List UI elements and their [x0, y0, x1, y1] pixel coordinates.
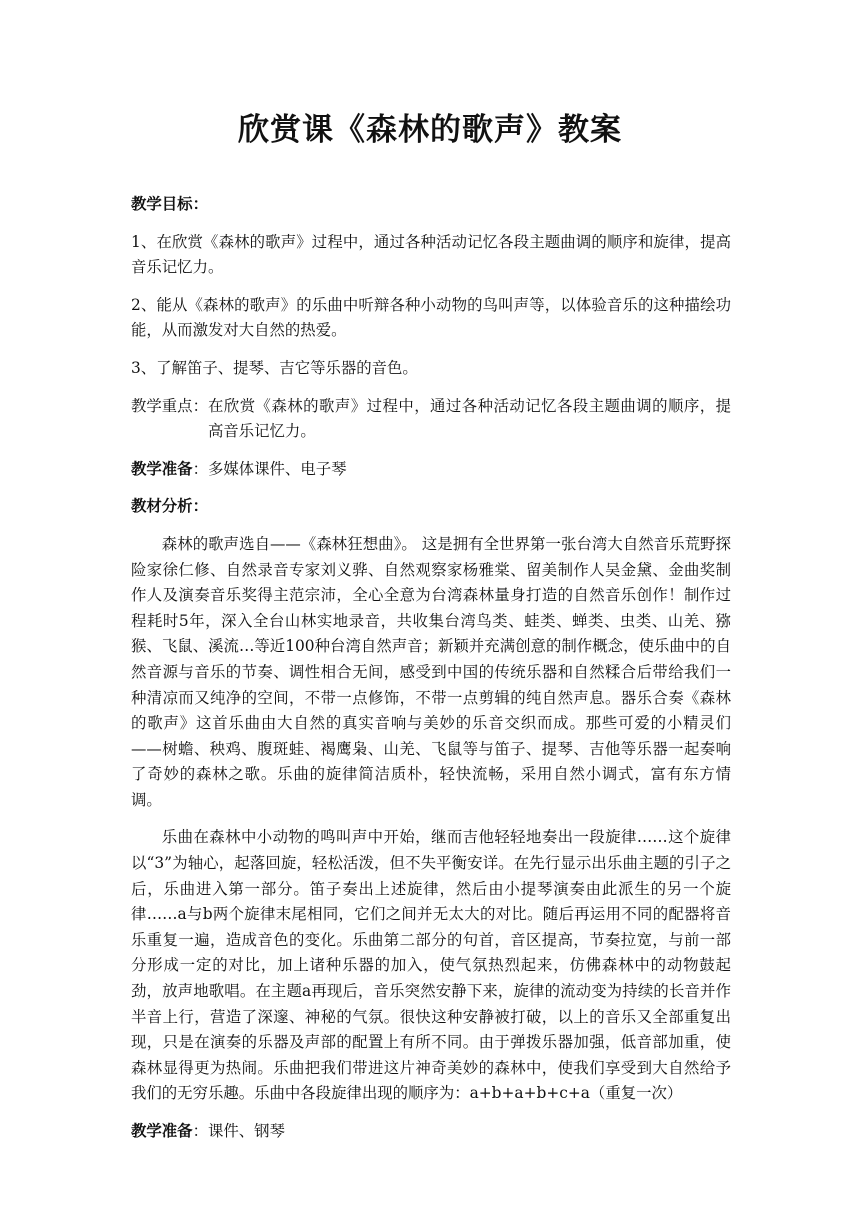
objectives-heading: 教学目标：: [131, 195, 208, 213]
document-title: 欣赏课《森林的歌声》教案: [238, 112, 622, 148]
objective-item-1: 1、在欣赏《森林的歌声》过程中，通过各种活动记忆各段主题曲调的顺序和旋律，提高音乐记忆力。: [131, 232, 731, 277]
analysis-heading: 教材分析：: [131, 497, 208, 516]
key-point-text: 在欣赏《森林的歌声》过程中，通过各种活动记忆各段主题曲调的顺序，提高音乐记忆力。: [207, 396, 731, 441]
preparation-1-label: 教学准备: [131, 459, 193, 478]
analysis-paragraph-1: 森林的歌声选自——《森林狂想曲》。 这是拥有全世界第一张台湾大自然音乐荒野探险家徐仁修、自然录音专家刘义骅、自然观察家杨雅棠、留美制作人吴金黛、金曲奖制作人及演奏音乐奖得主范宗沛，全心全意为台湾森林量身打造的自然音乐创作！制作过程耗时5年，深入全台山林实地录音，共收集台湾鸟类、蛙类、蝉类、虫类、山羌、猕猴、飞鼠、溪流…等近100种台湾自然声音；新颖并充满创意的制作概念，使乐曲中的自然音源与音乐的节奏、调性相合无间，感受到中国的传统乐器和自然糅合后带给我们一种清凉而又纯净的空间，不带一点修饰，不带一点剪辑的纯自然声息。器乐合奏《森林的歌声》这首乐曲由大自然的真实音响与美妙的乐音交织而成。那些可爱的小精灵们——树蟾、秧鸡、腹斑蛙、褐鹰枭、山羌、飞鼠等与笛子、提琴、吉他等乐器一起奏响了奇妙的森林之歌。乐曲的旋律简洁质朴，轻快流畅，采用自然小调式，富有东方情调。: [131, 534, 731, 809]
objective-item-2: 2、能从《森林的歌声》的乐曲中听辩各种小动物的鸟叫声等，以体验音乐的这种描绘功能，从而激发对大自然的热爱。: [131, 295, 731, 340]
preparation-2-text: ：课件、钢琴: [192, 1122, 285, 1140]
key-point: [131, 394, 731, 445]
document-body: [131, 192, 731, 1157]
analysis-paragraph-2: 乐曲在森林中小动物的鸣叫声中开始，继而吉他轻轻地奏出一段旋律……这个旋律以“3”为轴心，起落回旋，轻松活泼，但不失平衡安详。在先行显示出乐曲主题的引子之后，乐曲进入第一部分。笛子奏出上述旋律，然后由小提琴演奏由此派生的另一个旋律……a与b两个旋律末尾相同，它们之间并无太大的对比。随后再运用不同的配器将音乐重复一遍，造成音色的变化。乐曲第二部分的句首，音区提高，节奏拉宽，与前一部分形成一定的对比，加上诸种乐器的加入，使气氛热烈起来，仿佛森林中的动物鼓起劲，放声地歌唱。在主题a再现后，音乐突然安静下来，旋律的流动变为持续的长音并作半音上行，营造了深邃、神秘的气氛。很快这种安静被打破，以上的音乐又全部重复出现，只是在演奏的乐器及声部的配置上有所不同。由于弹拨乐器加强，低音部加重，使森林显得更为热闹。乐曲把我们带进这片神奇美妙的森林中，使我们享受到大自然给予我们的无穷乐趣。乐曲中各段旋律出现的顺序为：a+b+a+b+c+a（重复一次）: [131, 828, 731, 1103]
preparation-1: [131, 457, 731, 483]
preparation-2-label: 教学准备: [131, 1122, 193, 1140]
preparation-1-text: ：多媒体课件、电子琴: [192, 459, 347, 478]
key-point-label: 教学重点：: [131, 396, 208, 415]
preparation-2: [131, 1119, 731, 1145]
objective-item-3: 3、了解笛子、提琴、吉它等乐器的音色。: [131, 358, 418, 377]
